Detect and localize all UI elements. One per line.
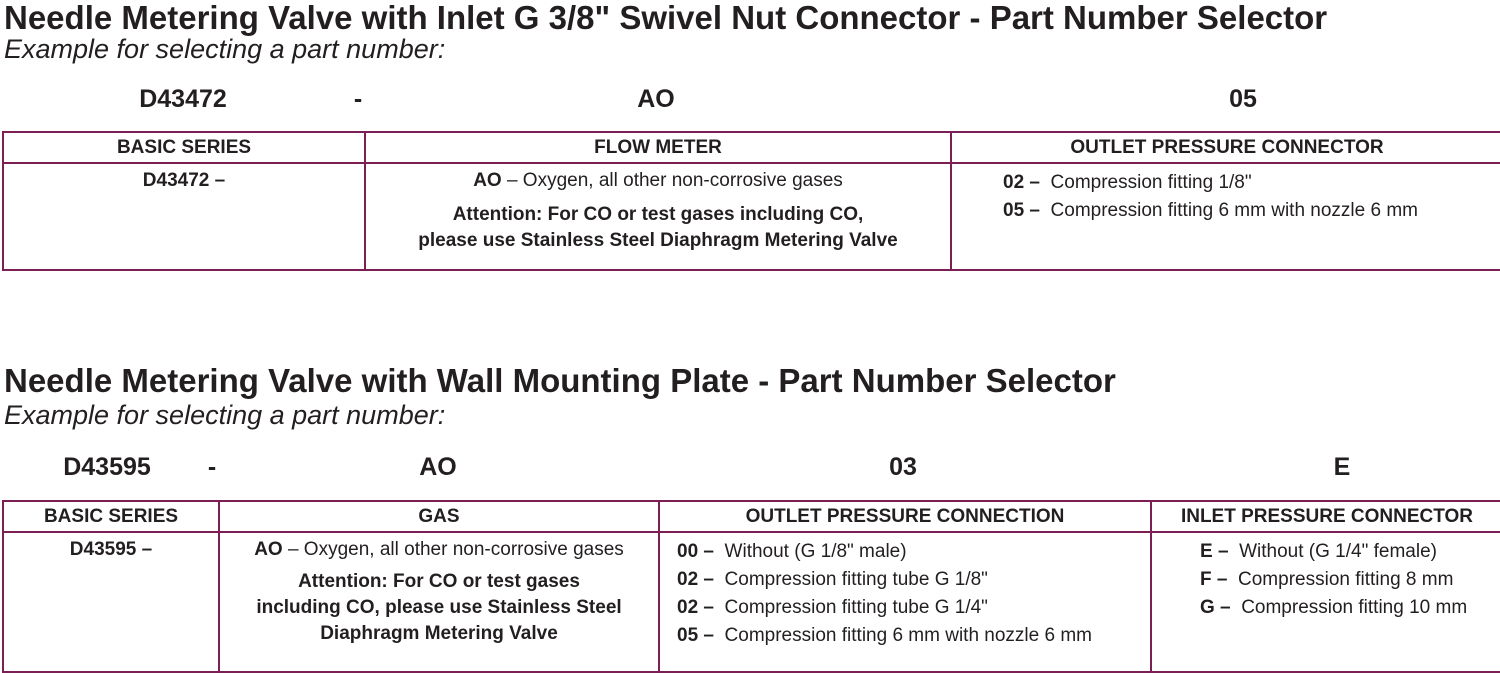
gas-cell [219, 532, 659, 672]
option-code: 02 – [677, 597, 714, 618]
attention-line: Attention: For CO or test gases including CO, [452, 204, 864, 225]
option-desc: Without (G 1/8" male) [724, 541, 907, 562]
inlet-options-list [1152, 533, 1500, 622]
option-code: 02 – [1003, 172, 1040, 193]
section1-subtitle: Example for selecting a part number: [4, 34, 446, 64]
table-header-row [3, 132, 1500, 163]
list-item [1200, 538, 1500, 566]
header-basic-series: BASIC SERIES [3, 501, 219, 532]
table-row [3, 163, 1500, 270]
list-item [1200, 594, 1500, 622]
section2-title: Needle Metering Valve with Wall Mounting Plate - Part Number Selector [4, 362, 1116, 399]
gas-option [366, 164, 950, 192]
option-desc: Compression fitting tube G 1/4" [724, 597, 988, 618]
example-series: D43595 [63, 453, 151, 481]
option-code: 00 – [677, 541, 714, 562]
attention-note [366, 202, 950, 254]
header-flow-meter: FLOW METER [365, 132, 951, 163]
section1-selector-table [2, 131, 1500, 271]
example-outlet: 05 [1229, 85, 1257, 113]
header-inlet-connector: INLET PRESSURE CONNECTOR [1151, 501, 1500, 532]
basic-series-value: D43595 – [3, 532, 219, 672]
example-outlet: 03 [889, 453, 917, 481]
list-item [677, 594, 1150, 622]
gas-desc: – Oxygen, all other non-corrosive gases [501, 170, 843, 191]
option-desc: Compression fitting 6 mm with nozzle 6 mm [1050, 200, 1418, 221]
option-code: 05 – [1003, 200, 1040, 221]
table-row [3, 532, 1500, 672]
list-item [1200, 566, 1500, 594]
outlet-options-cell [659, 532, 1151, 672]
section2-subtitle: Example for selecting a part number: [4, 400, 446, 430]
table-header-row [3, 501, 1500, 532]
outlet-options-list [660, 533, 1150, 650]
option-desc: Without (G 1/4" female) [1239, 541, 1437, 562]
option-code: F – [1200, 569, 1228, 590]
flow-meter-cell [365, 163, 951, 270]
attention-line: Diaphragm Metering Valve [320, 623, 558, 644]
option-desc: Compression fitting tube G 1/8" [724, 569, 988, 590]
attention-line: please use Stainless Steel Diaphragm Metering Valve [418, 230, 898, 251]
example-series: D43472 [139, 85, 227, 113]
option-desc: Compression fitting 1/8" [1050, 172, 1252, 193]
inlet-options-cell [1151, 532, 1500, 672]
list-item [677, 566, 1150, 594]
section1-title: Needle Metering Valve with Inlet G 3/8" Swivel Nut Connector - Part Number Selector [4, 0, 1328, 36]
basic-series-value: D43472 – [3, 163, 365, 270]
gas-code: AO [254, 539, 283, 560]
option-desc: Compression fitting 6 mm with nozzle 6 mm [724, 625, 1092, 646]
example-dash: - [207, 453, 217, 481]
header-gas: GAS [219, 501, 659, 532]
example-inlet: E [1333, 453, 1351, 481]
header-basic-series: BASIC SERIES [3, 132, 365, 163]
option-code: 02 – [677, 569, 714, 590]
outlet-options-list [952, 164, 1500, 225]
option-code: E – [1200, 541, 1229, 562]
section2-selector-table [2, 500, 1500, 673]
example-dash: - [353, 85, 363, 113]
header-outlet-connection: OUTLET PRESSURE CONNECTION [659, 501, 1151, 532]
gas-code: AO [473, 170, 502, 191]
option-code: 05 – [677, 625, 714, 646]
option-desc: Compression fitting 8 mm [1238, 569, 1454, 590]
header-outlet-connector: OUTLET PRESSURE CONNECTOR [951, 132, 1500, 163]
list-item [677, 538, 1150, 566]
list-item [677, 622, 1150, 650]
gas-option [220, 533, 658, 561]
outlet-options-cell [951, 163, 1500, 270]
example-gas: AO [419, 453, 457, 481]
example-flow: AO [637, 85, 675, 113]
option-desc: Compression fitting 10 mm [1241, 597, 1468, 618]
option-code: G – [1200, 597, 1231, 618]
attention-line: Attention: For CO or test gases [298, 571, 580, 592]
gas-desc: – Oxygen, all other non-corrosive gases [282, 539, 624, 560]
attention-line: including CO, please use Stainless Steel [256, 597, 622, 618]
list-item [1003, 197, 1500, 225]
list-item [1003, 169, 1500, 197]
attention-note [220, 569, 658, 647]
